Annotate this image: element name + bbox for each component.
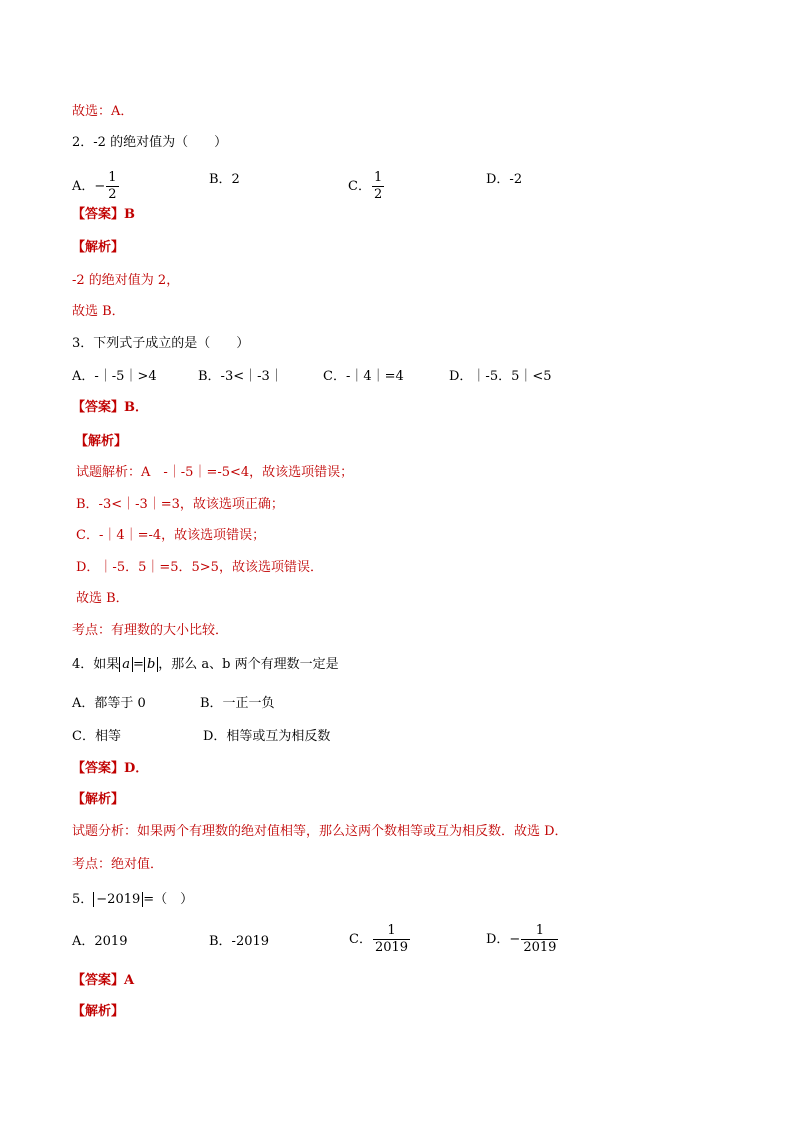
abs-a: a xyxy=(119,657,133,672)
question-2-options xyxy=(72,160,752,200)
explanation-3-line-4: D．｜-5．5｜=5．5>5，故该选项错误． xyxy=(76,560,323,575)
question-3-options xyxy=(72,368,752,386)
knowledge-point-4: 考点：绝对值． xyxy=(72,857,164,872)
explanation-4-line-1: 试题分析：如果两个有理数的绝对值相等，那么这两个数相等或互为相反数．故选 D． xyxy=(72,824,568,839)
answer-2: 【答案】B xyxy=(72,207,135,222)
fraction: $\frac{1}{2}$ xyxy=(108,170,117,202)
question-5-options xyxy=(72,920,752,962)
answer-3: 【答案】B． xyxy=(72,400,148,415)
option-a: A．2019 xyxy=(72,934,128,949)
option-c: C． $\frac{1}{2019}$ xyxy=(349,923,409,955)
question-4-options-row-1 xyxy=(72,695,752,713)
question-2-stem: 2．-2 的绝对值为（ ） xyxy=(72,135,228,150)
option-b: B．2 xyxy=(209,172,240,187)
fraction: $\frac{1}{2}$ xyxy=(373,170,383,202)
option-c: C．相等 xyxy=(72,729,121,744)
option-a: A．都等于 0 xyxy=(72,696,146,711)
question-4-stem: 4．如果 a = b ，那么 a、b 两个有理数一定是 xyxy=(72,657,339,672)
analysis-heading-4: 【解析】 xyxy=(72,792,125,807)
option-b: B．-3<｜-3｜ xyxy=(198,369,283,384)
analysis-heading-2: 【解析】 xyxy=(72,240,125,255)
question-4-options-row-2 xyxy=(72,728,752,746)
option-c: C． $\frac{1}{2}$ xyxy=(348,170,383,202)
explanation-3-line-5: 故选 B． xyxy=(76,591,129,606)
answer-4: 【答案】D． xyxy=(72,761,149,776)
explanation-2-line-2: 故选 B． xyxy=(72,304,125,319)
option-b: B．一正一负 xyxy=(200,696,275,711)
explanation-3-line-3: C．-｜4｜=-4，故该选项错误； xyxy=(76,528,266,543)
explanation-2-line-1: -2 的绝对值为 2， xyxy=(72,273,180,288)
option-d: D．相等或互为相反数 xyxy=(203,729,331,744)
option-d: D．｜-5．5｜<5 xyxy=(449,369,552,384)
answer-5: 【答案】A xyxy=(72,973,135,988)
option-d: D．-2 xyxy=(486,172,523,187)
question-5-stem: 5． −2019 =（ ） xyxy=(72,892,194,907)
question-3-stem: 3．下列式子成立的是（ ） xyxy=(72,336,250,351)
option-d: D．− $\frac{1}{2019}$ xyxy=(486,923,557,955)
explanation-3-line-1: 试题解析：A -｜-5｜=-5<4，故该选项错误； xyxy=(76,465,354,480)
option-a: A．− $\frac{1}{2}$ xyxy=(72,170,117,202)
previous-conclusion: 故选：A． xyxy=(72,104,134,119)
explanation-3-line-2: B．-3<｜-3｜=3，故该选项正确； xyxy=(76,497,284,512)
option-a: A．-｜-5｜>4 xyxy=(72,369,157,384)
fraction: $\frac{1}{2019}$ xyxy=(523,923,557,955)
option-b: B．-2019 xyxy=(209,934,270,949)
option-c: C．-｜4｜=4 xyxy=(323,369,404,384)
abs-b: b xyxy=(144,657,158,672)
analysis-heading-3: 【解析】 xyxy=(75,434,128,449)
abs-value: −2019 xyxy=(93,892,143,907)
analysis-heading-5: 【解析】 xyxy=(72,1004,125,1019)
knowledge-point-3: 考点：有理数的大小比较． xyxy=(72,623,229,638)
fraction: $\frac{1}{2019}$ xyxy=(374,923,409,955)
